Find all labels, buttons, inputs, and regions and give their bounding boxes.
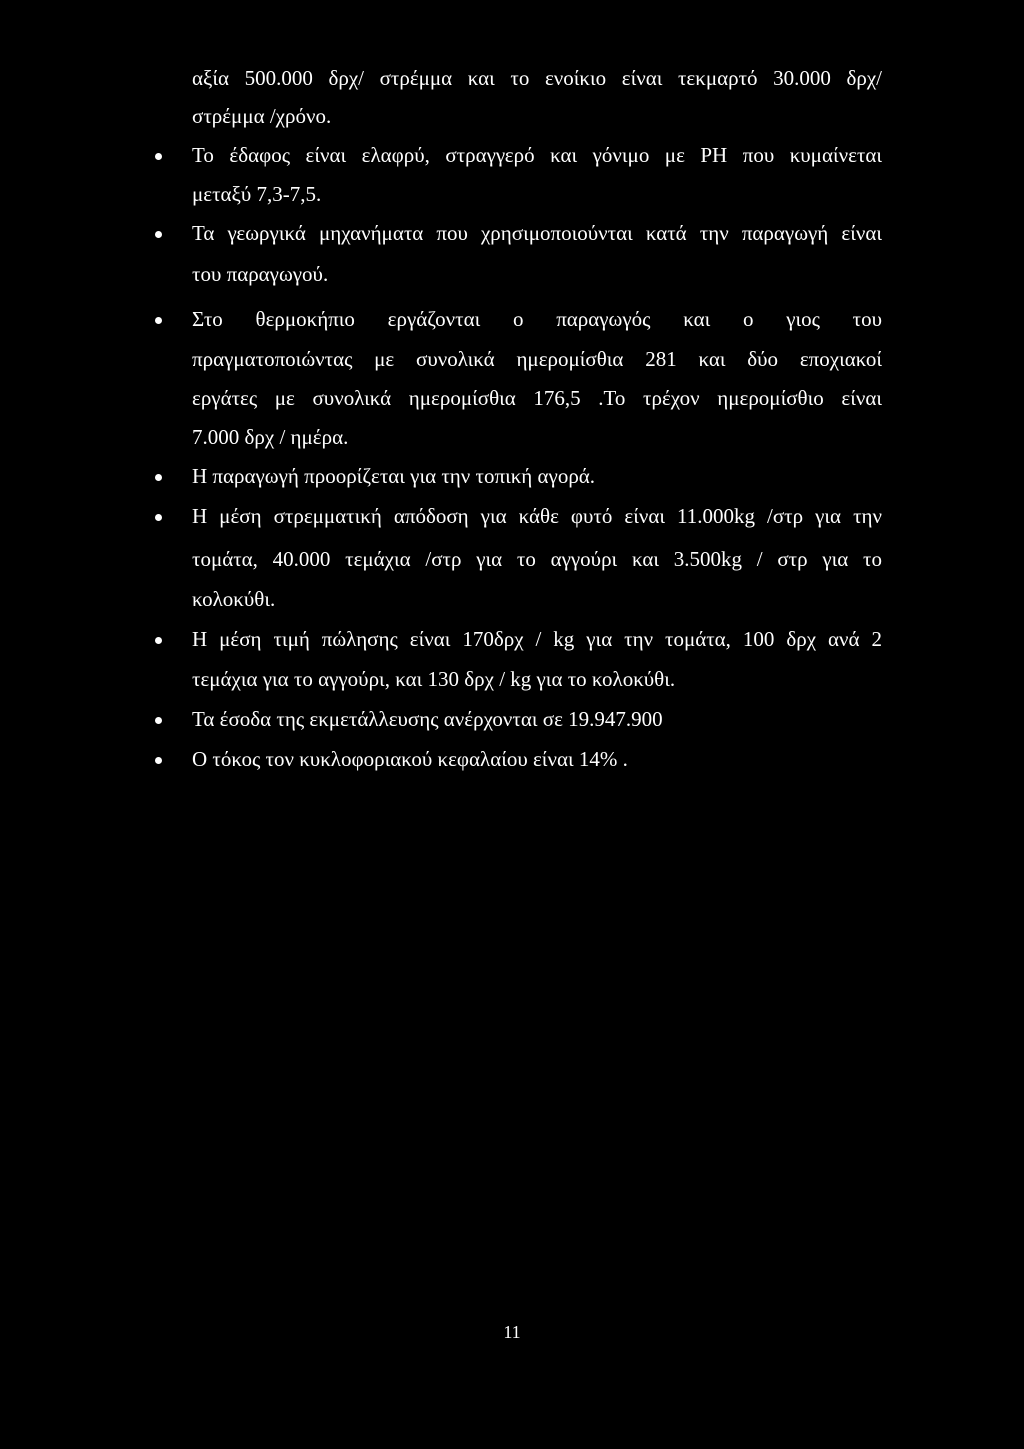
text-line: μεταξύ 7,3-7,5. <box>192 182 322 206</box>
text-line: Τα έσοδα της εκμετάλλευσης ανέρχονται σε 19.947.900 <box>192 707 663 731</box>
bullet-icon <box>155 474 162 481</box>
text-line: τομάτα, 40.000 τεμάχια /στρ για το αγγούρι και 3.500kg / στρ για το <box>192 547 882 571</box>
text-line: εργάτες με συνολικά ημερομίσθια 176,5 .Το τρέχον ημερομίσθιο είναι <box>192 386 882 410</box>
text-line: στρέμμα /χρόνο. <box>192 104 332 128</box>
page-number: 11 <box>503 1322 521 1342</box>
text-line: Το έδαφος είναι ελαφρύ, στραγγερό και γόνιμο με PH που κυμαίνεται <box>192 143 882 167</box>
text-line: 7.000 δρχ / ημέρα. <box>192 425 349 449</box>
text-line: Τα γεωργικά μηχανήματα που χρησιμοποιούνται κατά την παραγωγή είναι <box>192 221 882 245</box>
text-line: πραγματοποιώντας με συνολικά ημερομίσθια 281 και δύο εποχιακοί <box>192 347 882 371</box>
text-line: Η παραγωγή προορίζεται για την τοπική αγορά. <box>192 464 596 488</box>
text-line: Στο θερμοκήπιο εργάζονται ο παραγωγός και ο γιος του <box>192 307 882 331</box>
text-line: κολοκύθι. <box>192 587 276 611</box>
text-line: τεμάχια για το αγγούρι, και 130 δρχ / kg για το κολοκύθι. <box>192 667 676 691</box>
bullet-icon <box>155 153 162 160</box>
text-line: Η μέση τιμή πώλησης είναι 170δρχ / kg για την τομάτα, 100 δρχ ανά 2 <box>192 627 882 651</box>
bullet-icon <box>155 757 162 764</box>
bullet-icon <box>155 514 162 521</box>
text-line: Η μέση στρεμματική απόδοση για κάθε φυτό είναι 11.000kg /στρ για την <box>192 504 882 528</box>
bullet-icon <box>155 637 162 644</box>
bullet-icon <box>155 231 162 238</box>
bullet-icon <box>155 717 162 724</box>
bullet-icon <box>155 317 162 324</box>
text-line: αξία 500.000 δρχ/ στρέμμα και το ενοίκιο είναι τεκμαρτό 30.000 δρχ/ <box>192 66 882 90</box>
text-line: του παραγωγού. <box>192 262 329 286</box>
text-line: Ο τόκος τον κυκλοφοριακού κεφαλαίου είναι 14% . <box>192 747 628 771</box>
